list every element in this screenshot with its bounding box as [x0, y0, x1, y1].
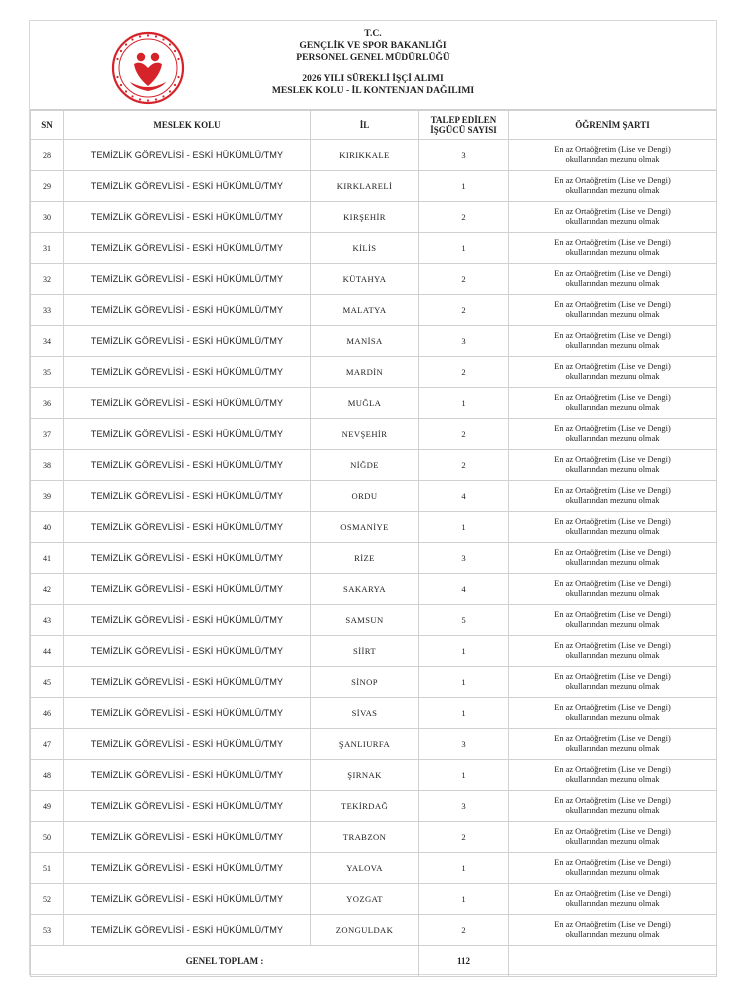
quota-table [30, 110, 717, 977]
header-line-tc: T.C. [364, 28, 382, 39]
cell-ogrenim [509, 202, 717, 233]
cell-ogrenim [509, 543, 717, 574]
cell-il: KIRŞEHİR [311, 202, 419, 233]
cell-sn: 45 [31, 667, 64, 698]
cell-il: KIRKLARELİ [311, 171, 419, 202]
cell-sn: 48 [31, 760, 64, 791]
column-header-sayi [419, 111, 509, 140]
column-header-ogrenim: ÖĞRENİM ŞARTI [509, 111, 717, 140]
table-row [31, 512, 717, 543]
table-row [31, 450, 717, 481]
cell-ogrenim-line2: okullarından mezunu olmak [565, 589, 660, 598]
cell-meslek: TEMİZLİK GÖREVLİSİ - ESKİ HÜKÜMLÜ/TMY [64, 357, 311, 388]
cell-il: MARDİN [311, 357, 419, 388]
cell-ogrenim-line2: okullarından mezunu olmak [565, 310, 660, 319]
table-row [31, 295, 717, 326]
cell-il: MANİSA [311, 326, 419, 357]
table-row [31, 915, 717, 946]
cell-sn: 35 [31, 357, 64, 388]
cell-sayi: 1 [419, 853, 509, 884]
cell-ogrenim-line2: okullarından mezunu olmak [565, 899, 660, 908]
cell-ogrenim-line2: okullarından mezunu olmak [565, 930, 660, 939]
cell-il: ŞANLIURFA [311, 729, 419, 760]
table-row [31, 791, 717, 822]
cell-ogrenim-line2: okullarından mezunu olmak [565, 775, 660, 784]
cell-ogrenim-line1: En az Ortaöğretim (Lise ve Dengi) [554, 145, 671, 154]
cell-ogrenim-line1: En az Ortaöğretim (Lise ve Dengi) [554, 796, 671, 805]
cell-sayi: 1 [419, 171, 509, 202]
cell-meslek: TEMİZLİK GÖREVLİSİ - ESKİ HÜKÜMLÜ/TMY [64, 295, 311, 326]
cell-ogrenim-line2: okullarından mezunu olmak [565, 279, 660, 288]
cell-ogrenim [509, 791, 717, 822]
cell-il: NİĞDE [311, 450, 419, 481]
cell-ogrenim [509, 233, 717, 264]
table-row [31, 667, 717, 698]
cell-meslek: TEMİZLİK GÖREVLİSİ - ESKİ HÜKÜMLÜ/TMY [64, 667, 311, 698]
cell-ogrenim-line2: okullarından mezunu olmak [565, 248, 660, 257]
table-row [31, 822, 717, 853]
cell-sayi: 2 [419, 915, 509, 946]
cell-sn: 42 [31, 574, 64, 605]
cell-sayi: 3 [419, 543, 509, 574]
cell-sayi: 1 [419, 388, 509, 419]
cell-ogrenim-line1: En az Ortaöğretim (Lise ve Dengi) [554, 517, 671, 526]
cell-ogrenim-line2: okullarından mezunu olmak [565, 651, 660, 660]
cell-meslek: TEMİZLİK GÖREVLİSİ - ESKİ HÜKÜMLÜ/TMY [64, 481, 311, 512]
cell-ogrenim-line1: En az Ortaöğretim (Lise ve Dengi) [554, 703, 671, 712]
table-row [31, 729, 717, 760]
table-row [31, 481, 717, 512]
cell-ogrenim [509, 574, 717, 605]
cell-il: SAKARYA [311, 574, 419, 605]
cell-ogrenim-line1: En az Ortaöğretim (Lise ve Dengi) [554, 300, 671, 309]
cell-meslek: TEMİZLİK GÖREVLİSİ - ESKİ HÜKÜMLÜ/TMY [64, 171, 311, 202]
cell-meslek: TEMİZLİK GÖREVLİSİ - ESKİ HÜKÜMLÜ/TMY [64, 884, 311, 915]
cell-ogrenim-line2: okullarından mezunu olmak [565, 806, 660, 815]
cell-meslek: TEMİZLİK GÖREVLİSİ - ESKİ HÜKÜMLÜ/TMY [64, 388, 311, 419]
cell-il: MUĞLA [311, 388, 419, 419]
document-header [30, 21, 716, 110]
cell-meslek: TEMİZLİK GÖREVLİSİ - ESKİ HÜKÜMLÜ/TMY [64, 605, 311, 636]
cell-sayi: 1 [419, 636, 509, 667]
cell-ogrenim-line2: okullarından mezunu olmak [565, 837, 660, 846]
cell-ogrenim-line1: En az Ortaöğretim (Lise ve Dengi) [554, 362, 671, 371]
cell-meslek: TEMİZLİK GÖREVLİSİ - ESKİ HÜKÜMLÜ/TMY [64, 636, 311, 667]
cell-ogrenim [509, 760, 717, 791]
cell-sn: 39 [31, 481, 64, 512]
table-row [31, 698, 717, 729]
cell-sn: 31 [31, 233, 64, 264]
cell-ogrenim-line2: okullarından mezunu olmak [565, 155, 660, 164]
cell-ogrenim [509, 667, 717, 698]
total-value: 112 [419, 946, 509, 977]
cell-sayi: 2 [419, 822, 509, 853]
cell-sayi: 1 [419, 698, 509, 729]
cell-sayi: 2 [419, 202, 509, 233]
cell-ogrenim-line2: okullarından mezunu olmak [565, 341, 660, 350]
header-line-distribution: MESLEK KOLU - İL KONTENJAN DAĞILIMI [271, 85, 475, 96]
cell-sayi: 3 [419, 140, 509, 171]
cell-sayi: 3 [419, 326, 509, 357]
cell-ogrenim [509, 388, 717, 419]
cell-il: NEVŞEHİR [311, 419, 419, 450]
cell-ogrenim [509, 915, 717, 946]
table-row [31, 388, 717, 419]
cell-ogrenim-line1: En az Ortaöğretim (Lise ve Dengi) [554, 858, 671, 867]
column-header-sayi-line1: TALEP EDİLEN [430, 115, 497, 125]
cell-ogrenim [509, 357, 717, 388]
table-row [31, 357, 717, 388]
cell-ogrenim-line2: okullarından mezunu olmak [565, 713, 660, 722]
table-row [31, 171, 717, 202]
cell-sn: 34 [31, 326, 64, 357]
cell-meslek: TEMİZLİK GÖREVLİSİ - ESKİ HÜKÜMLÜ/TMY [64, 419, 311, 450]
cell-sayi: 2 [419, 419, 509, 450]
cell-sayi: 4 [419, 574, 509, 605]
table-row [31, 853, 717, 884]
cell-ogrenim-line1: En az Ortaöğretim (Lise ve Dengi) [554, 455, 671, 464]
cell-ogrenim [509, 698, 717, 729]
table-row [31, 264, 717, 295]
cell-meslek: TEMİZLİK GÖREVLİSİ - ESKİ HÜKÜMLÜ/TMY [64, 760, 311, 791]
cell-sayi: 1 [419, 667, 509, 698]
cell-ogrenim [509, 140, 717, 171]
table-row [31, 760, 717, 791]
cell-sayi: 4 [419, 481, 509, 512]
cell-meslek: TEMİZLİK GÖREVLİSİ - ESKİ HÜKÜMLÜ/TMY [64, 140, 311, 171]
cell-sn: 49 [31, 791, 64, 822]
cell-meslek: TEMİZLİK GÖREVLİSİ - ESKİ HÜKÜMLÜ/TMY [64, 574, 311, 605]
column-header-sn: SN [31, 111, 64, 140]
cell-il: SİNOP [311, 667, 419, 698]
cell-meslek: TEMİZLİK GÖREVLİSİ - ESKİ HÜKÜMLÜ/TMY [64, 853, 311, 884]
header-line-ministry: GENÇLİK VE SPOR BAKANLIĞI [299, 40, 447, 51]
table-row [31, 419, 717, 450]
cell-meslek: TEMİZLİK GÖREVLİSİ - ESKİ HÜKÜMLÜ/TMY [64, 729, 311, 760]
table-row [31, 233, 717, 264]
cell-ogrenim-line1: En az Ortaöğretim (Lise ve Dengi) [554, 765, 671, 774]
cell-ogrenim-line2: okullarından mezunu olmak [565, 744, 660, 753]
cell-sayi: 1 [419, 512, 509, 543]
cell-il: YOZGAT [311, 884, 419, 915]
cell-sn: 30 [31, 202, 64, 233]
cell-ogrenim [509, 605, 717, 636]
cell-sn: 52 [31, 884, 64, 915]
table-header-row [31, 111, 717, 140]
cell-ogrenim [509, 884, 717, 915]
table-row [31, 636, 717, 667]
cell-sayi: 2 [419, 450, 509, 481]
cell-il: KİLİS [311, 233, 419, 264]
cell-ogrenim-line2: okullarından mezunu olmak [565, 527, 660, 536]
table-row [31, 140, 717, 171]
cell-sn: 43 [31, 605, 64, 636]
cell-meslek: TEMİZLİK GÖREVLİSİ - ESKİ HÜKÜMLÜ/TMY [64, 698, 311, 729]
cell-sn: 37 [31, 419, 64, 450]
cell-meslek: TEMİZLİK GÖREVLİSİ - ESKİ HÜKÜMLÜ/TMY [64, 202, 311, 233]
cell-sn: 50 [31, 822, 64, 853]
cell-sn: 40 [31, 512, 64, 543]
cell-ogrenim [509, 264, 717, 295]
cell-sn: 47 [31, 729, 64, 760]
cell-ogrenim [509, 636, 717, 667]
table-row [31, 884, 717, 915]
cell-ogrenim [509, 450, 717, 481]
cell-sn: 36 [31, 388, 64, 419]
header-line-directorate: PERSONEL GENEL MÜDÜRLÜĞÜ [296, 52, 450, 63]
cell-il: OSMANİYE [311, 512, 419, 543]
cell-ogrenim [509, 171, 717, 202]
cell-sayi: 3 [419, 729, 509, 760]
cell-meslek: TEMİZLİK GÖREVLİSİ - ESKİ HÜKÜMLÜ/TMY [64, 791, 311, 822]
cell-ogrenim [509, 512, 717, 543]
column-header-il: İL [311, 111, 419, 140]
cell-ogrenim [509, 853, 717, 884]
cell-ogrenim-line1: En az Ortaöğretim (Lise ve Dengi) [554, 672, 671, 681]
total-row [31, 946, 717, 977]
cell-il: SAMSUN [311, 605, 419, 636]
cell-ogrenim-line1: En az Ortaöğretim (Lise ve Dengi) [554, 393, 671, 402]
cell-sayi: 1 [419, 233, 509, 264]
cell-ogrenim-line2: okullarından mezunu olmak [565, 868, 660, 877]
cell-ogrenim-line1: En az Ortaöğretim (Lise ve Dengi) [554, 579, 671, 588]
cell-sn: 28 [31, 140, 64, 171]
cell-ogrenim-line1: En az Ortaöğretim (Lise ve Dengi) [554, 176, 671, 185]
cell-ogrenim-line1: En az Ortaöğretim (Lise ve Dengi) [554, 734, 671, 743]
cell-ogrenim-line1: En az Ortaöğretim (Lise ve Dengi) [554, 269, 671, 278]
total-empty-cell [509, 946, 717, 977]
cell-il: ZONGULDAK [311, 915, 419, 946]
cell-ogrenim-line1: En az Ortaöğretim (Lise ve Dengi) [554, 548, 671, 557]
cell-ogrenim-line2: okullarından mezunu olmak [565, 682, 660, 691]
total-label: GENEL TOPLAM : [31, 946, 419, 977]
cell-il: SİVAS [311, 698, 419, 729]
cell-ogrenim-line1: En az Ortaöğretim (Lise ve Dengi) [554, 920, 671, 929]
table-row [31, 543, 717, 574]
cell-meslek: TEMİZLİK GÖREVLİSİ - ESKİ HÜKÜMLÜ/TMY [64, 264, 311, 295]
cell-meslek: TEMİZLİK GÖREVLİSİ - ESKİ HÜKÜMLÜ/TMY [64, 326, 311, 357]
cell-sn: 46 [31, 698, 64, 729]
cell-ogrenim-line1: En az Ortaöğretim (Lise ve Dengi) [554, 641, 671, 650]
cell-sn: 44 [31, 636, 64, 667]
cell-il: ŞIRNAK [311, 760, 419, 791]
cell-sayi: 2 [419, 357, 509, 388]
cell-sayi: 2 [419, 295, 509, 326]
cell-il: MALATYA [311, 295, 419, 326]
cell-ogrenim-line1: En az Ortaöğretim (Lise ve Dengi) [554, 424, 671, 433]
cell-ogrenim-line2: okullarından mezunu olmak [565, 186, 660, 195]
cell-ogrenim [509, 295, 717, 326]
cell-ogrenim-line1: En az Ortaöğretim (Lise ve Dengi) [554, 610, 671, 619]
cell-ogrenim-line1: En az Ortaöğretim (Lise ve Dengi) [554, 238, 671, 247]
cell-ogrenim-line2: okullarından mezunu olmak [565, 620, 660, 629]
cell-ogrenim-line2: okullarından mezunu olmak [565, 403, 660, 412]
cell-il: KÜTAHYA [311, 264, 419, 295]
cell-il: KIRIKKALE [311, 140, 419, 171]
cell-ogrenim-line2: okullarından mezunu olmak [565, 372, 660, 381]
cell-sn: 32 [31, 264, 64, 295]
cell-sayi: 1 [419, 884, 509, 915]
cell-sayi: 3 [419, 791, 509, 822]
cell-sn: 33 [31, 295, 64, 326]
cell-ogrenim-line2: okullarından mezunu olmak [565, 217, 660, 226]
cell-ogrenim-line1: En az Ortaöğretim (Lise ve Dengi) [554, 207, 671, 216]
cell-meslek: TEMİZLİK GÖREVLİSİ - ESKİ HÜKÜMLÜ/TMY [64, 233, 311, 264]
cell-sn: 53 [31, 915, 64, 946]
cell-meslek: TEMİZLİK GÖREVLİSİ - ESKİ HÜKÜMLÜ/TMY [64, 450, 311, 481]
cell-sayi: 2 [419, 264, 509, 295]
cell-ogrenim-line1: En az Ortaöğretim (Lise ve Dengi) [554, 827, 671, 836]
cell-ogrenim [509, 419, 717, 450]
cell-sayi: 5 [419, 605, 509, 636]
cell-meslek: TEMİZLİK GÖREVLİSİ - ESKİ HÜKÜMLÜ/TMY [64, 512, 311, 543]
cell-ogrenim-line1: En az Ortaöğretim (Lise ve Dengi) [554, 889, 671, 898]
cell-meslek: TEMİZLİK GÖREVLİSİ - ESKİ HÜKÜMLÜ/TMY [64, 543, 311, 574]
cell-ogrenim [509, 822, 717, 853]
table-row [31, 326, 717, 357]
table-row [31, 605, 717, 636]
cell-meslek: TEMİZLİK GÖREVLİSİ - ESKİ HÜKÜMLÜ/TMY [64, 915, 311, 946]
cell-il: ORDU [311, 481, 419, 512]
table-row [31, 574, 717, 605]
column-header-meslek: MESLEK KOLU [64, 111, 311, 140]
cell-il: TRABZON [311, 822, 419, 853]
cell-ogrenim-line2: okullarından mezunu olmak [565, 558, 660, 567]
cell-ogrenim-line2: okullarından mezunu olmak [565, 434, 660, 443]
table-body [31, 140, 717, 946]
table-row [31, 202, 717, 233]
cell-il: RİZE [311, 543, 419, 574]
cell-sayi: 1 [419, 760, 509, 791]
cell-il: TEKİRDAĞ [311, 791, 419, 822]
document-page [29, 20, 717, 975]
header-line-recruitment: 2026 YILI SÜREKLİ İŞÇİ ALIMI [302, 73, 444, 84]
cell-ogrenim [509, 481, 717, 512]
cell-sn: 38 [31, 450, 64, 481]
cell-sn: 29 [31, 171, 64, 202]
cell-sn: 41 [31, 543, 64, 574]
header-title-block [30, 28, 716, 97]
cell-ogrenim-line1: En az Ortaöğretim (Lise ve Dengi) [554, 331, 671, 340]
cell-il: SİİRT [311, 636, 419, 667]
cell-ogrenim [509, 326, 717, 357]
cell-ogrenim [509, 729, 717, 760]
column-header-sayi-line2: İŞGÜCÜ SAYISI [430, 125, 497, 135]
cell-ogrenim-line2: okullarından mezunu olmak [565, 496, 660, 505]
cell-ogrenim-line2: okullarından mezunu olmak [565, 465, 660, 474]
cell-il: YALOVA [311, 853, 419, 884]
cell-sn: 51 [31, 853, 64, 884]
cell-ogrenim-line1: En az Ortaöğretim (Lise ve Dengi) [554, 486, 671, 495]
cell-meslek: TEMİZLİK GÖREVLİSİ - ESKİ HÜKÜMLÜ/TMY [64, 822, 311, 853]
